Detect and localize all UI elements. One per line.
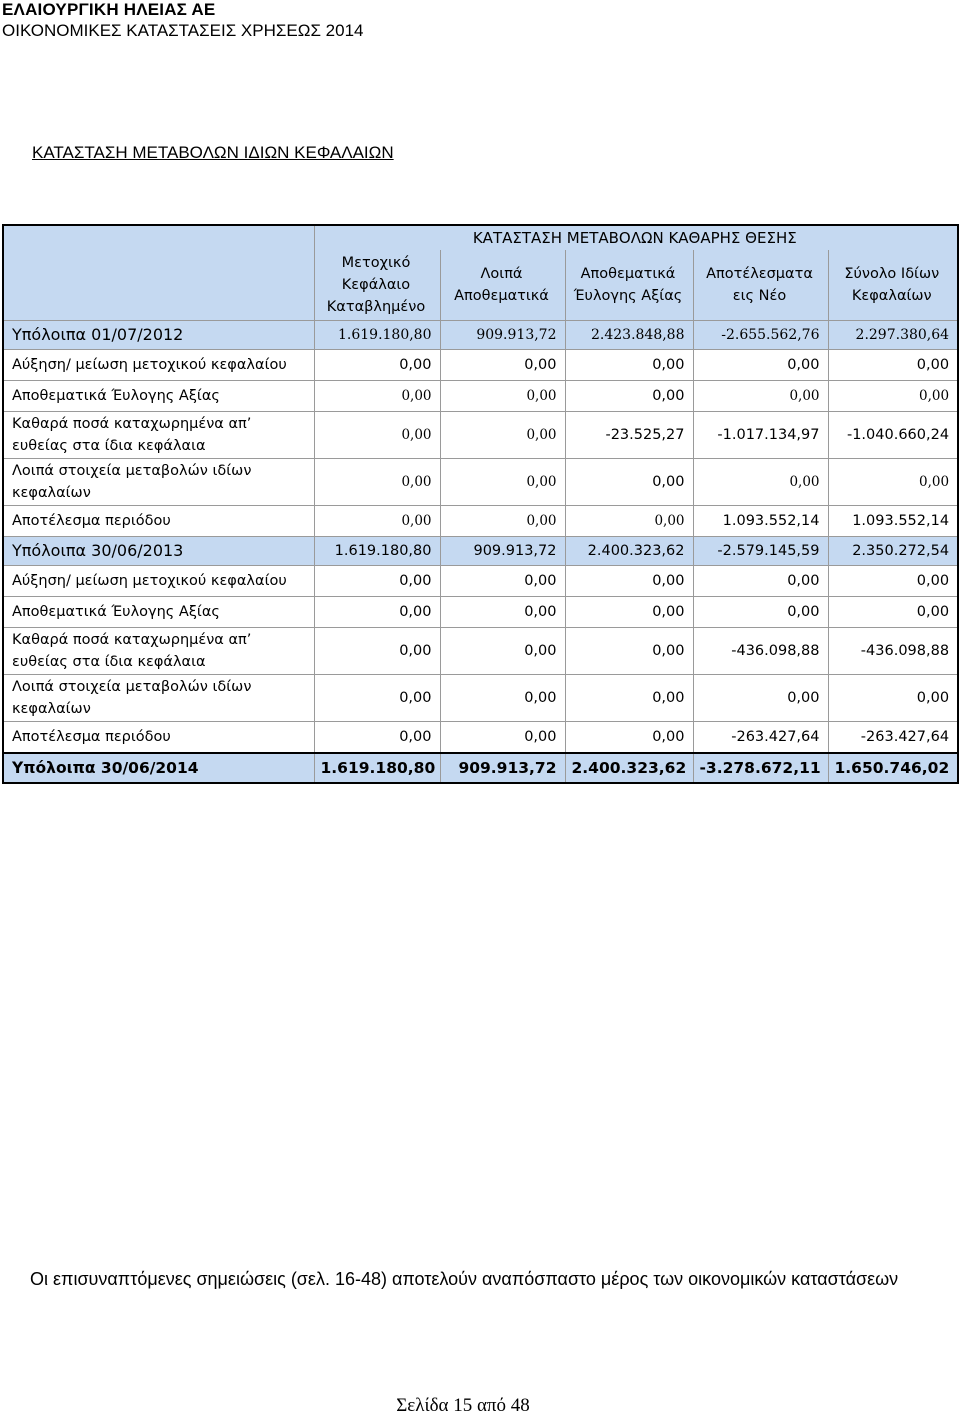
cell-value: 1.619.180,80 xyxy=(314,537,440,566)
cell-value: 1.619.180,80 xyxy=(314,753,440,783)
page-number: Σελίδα 15 από 48 xyxy=(396,1395,530,1416)
cell-value: -436.098,88 xyxy=(693,628,828,675)
cell-value: 0,00 xyxy=(314,350,440,381)
cell-value: -2.655.562,76 xyxy=(693,321,828,350)
cell-value: 0,00 xyxy=(440,412,565,459)
cell-value: 2.423.848,88 xyxy=(565,321,693,350)
cell-value: 0,00 xyxy=(828,459,958,506)
cell-value: -3.278.672,11 xyxy=(693,753,828,783)
table-row xyxy=(3,722,958,754)
cell-value: -263.427,64 xyxy=(828,722,958,754)
cell-value: 1.093.552,14 xyxy=(828,506,958,537)
cell-value: 1.650.746,02 xyxy=(828,753,958,783)
cell-value: 0,00 xyxy=(314,597,440,628)
cell-value: 0,00 xyxy=(440,459,565,506)
table-row xyxy=(3,350,958,381)
row-label: Αποτέλεσμα περιόδου xyxy=(3,722,314,754)
cell-value: 0,00 xyxy=(693,566,828,597)
cell-value: 0,00 xyxy=(440,675,565,722)
company-name: ΕΛΑΙΟΥΡΓΙΚΗ ΗΛΕΙΑΣ ΑΕ xyxy=(2,0,216,19)
cell-value: 909.913,72 xyxy=(440,321,565,350)
column-header: Σύνολο Ιδίων Κεφαλαίων xyxy=(828,250,958,321)
row-label: Καθαρά ποσά καταχωρημένα απ’ ευθείας στα ίδια κεφάλαια xyxy=(3,412,314,459)
column-header: Λοιπά Αποθεματικά xyxy=(440,250,565,321)
cell-value: -1.040.660,24 xyxy=(828,412,958,459)
section-title: ΚΑΤΑΣΤΑΣΗ ΜΕΤΑΒΟΛΩΝ ΙΔΙΩΝ ΚΕΦΑΛΑΙΩΝ xyxy=(32,143,394,162)
column-header: Αποτέλεσματα εις Νέο xyxy=(693,250,828,321)
balance-row xyxy=(3,321,958,350)
row-label: Αύξηση/ μείωση μετοχικού κεφαλαίου xyxy=(3,566,314,597)
cell-value: 0,00 xyxy=(693,350,828,381)
cell-value: 1.093.552,14 xyxy=(693,506,828,537)
cell-value: 0,00 xyxy=(440,350,565,381)
row-label: Λοιπά στοιχεία μεταβολών ιδίων κεφαλαίων xyxy=(3,675,314,722)
cell-value: 0,00 xyxy=(565,566,693,597)
table-row xyxy=(3,381,958,412)
row-label: Καθαρά ποσά καταχωρημένα απ’ ευθείας στα ίδια κεφάλαια xyxy=(3,628,314,675)
row-label: Υπόλοιπα 30/06/2013 xyxy=(3,537,314,566)
cell-value: 0,00 xyxy=(314,459,440,506)
table-title: ΚΑΤΑΣΤΑΣΗ ΜΕΤΑΒΟΛΩΝ ΚΑΘΑΡΗΣ ΘΕΣΗΣ xyxy=(314,225,958,250)
cell-value: 0,00 xyxy=(693,675,828,722)
balance-row xyxy=(3,753,958,783)
cell-value: 0,00 xyxy=(440,722,565,754)
cell-value: 0,00 xyxy=(565,722,693,754)
cell-value: 0,00 xyxy=(693,459,828,506)
cell-value: -2.579.145,59 xyxy=(693,537,828,566)
cell-value: 0,00 xyxy=(565,381,693,412)
row-label: Υπόλοιπα 01/07/2012 xyxy=(3,321,314,350)
table-row xyxy=(3,506,958,537)
cell-value: 0,00 xyxy=(693,597,828,628)
cell-value: 0,00 xyxy=(440,628,565,675)
row-label: Αποθεματικά Έυλογης Αξίας xyxy=(3,597,314,628)
column-header: Αποθεματικά Έυλογης Αξίας xyxy=(565,250,693,321)
cell-value: 0,00 xyxy=(828,350,958,381)
cell-value: 0,00 xyxy=(440,597,565,628)
cell-value: 2.400.323,62 xyxy=(565,537,693,566)
cell-value: 0,00 xyxy=(565,675,693,722)
column-header: Μετοχικό Κεφάλαιο Καταβλημένο xyxy=(314,250,440,321)
row-label: Υπόλοιπα 30/06/2014 xyxy=(3,753,314,783)
table-row xyxy=(3,459,958,506)
table-row xyxy=(3,412,958,459)
cell-value: 2.297.380,64 xyxy=(828,321,958,350)
document-subtitle: ΟΙΚΟΝΟΜΙΚΕΣ ΚΑΤΑΣΤΑΣΕΙΣ ΧΡΗΣΕΩΣ 2014 xyxy=(2,21,364,40)
cell-value: 0,00 xyxy=(565,506,693,537)
cell-value: 2.400.323,62 xyxy=(565,753,693,783)
cell-value: 1.619.180,80 xyxy=(314,321,440,350)
cell-value: 0,00 xyxy=(440,566,565,597)
cell-value: 0,00 xyxy=(565,628,693,675)
cell-value: 0,00 xyxy=(565,597,693,628)
table-row xyxy=(3,628,958,675)
cell-value: -1.017.134,97 xyxy=(693,412,828,459)
cell-value: 2.350.272,54 xyxy=(828,537,958,566)
cell-value: 0,00 xyxy=(828,597,958,628)
balance-row xyxy=(3,537,958,566)
table-title-row xyxy=(3,225,958,250)
cell-value: 0,00 xyxy=(828,675,958,722)
table-row xyxy=(3,675,958,722)
cell-value: 0,00 xyxy=(314,566,440,597)
row-label: Αύξηση/ μείωση μετοχικού κεφαλαίου xyxy=(3,350,314,381)
cell-value: 0,00 xyxy=(314,722,440,754)
cell-value: 0,00 xyxy=(440,506,565,537)
cell-value: -23.525,27 xyxy=(565,412,693,459)
row-label: Αποτέλεσμα περιόδου xyxy=(3,506,314,537)
cell-value: 909.913,72 xyxy=(440,537,565,566)
cell-value: 0,00 xyxy=(314,381,440,412)
cell-value: -436.098,88 xyxy=(828,628,958,675)
cell-value: 0,00 xyxy=(565,350,693,381)
table-row xyxy=(3,566,958,597)
cell-value: 0,00 xyxy=(314,506,440,537)
column-header-row xyxy=(3,250,958,321)
table-row xyxy=(3,597,958,628)
footnote: Οι επισυναπτόμενες σημειώσεις (σελ. 16-48) αποτελούν αναπόσπαστο μέρος των οικονομικών καταστάσεων xyxy=(30,1269,899,1289)
cell-value: -263.427,64 xyxy=(693,722,828,754)
cell-value: 0,00 xyxy=(565,459,693,506)
cell-value: 0,00 xyxy=(828,566,958,597)
equity-changes-table xyxy=(2,224,959,784)
cell-value: 0,00 xyxy=(440,381,565,412)
cell-value: 0,00 xyxy=(314,412,440,459)
cell-value: 0,00 xyxy=(314,675,440,722)
cell-value: 0,00 xyxy=(828,381,958,412)
row-label: Αποθεματικά Έυλογης Αξίας xyxy=(3,381,314,412)
cell-value: 0,00 xyxy=(314,628,440,675)
cell-value: 0,00 xyxy=(693,381,828,412)
cell-value: 909.913,72 xyxy=(440,753,565,783)
row-label: Λοιπά στοιχεία μεταβολών ιδίων κεφαλαίων xyxy=(3,459,314,506)
